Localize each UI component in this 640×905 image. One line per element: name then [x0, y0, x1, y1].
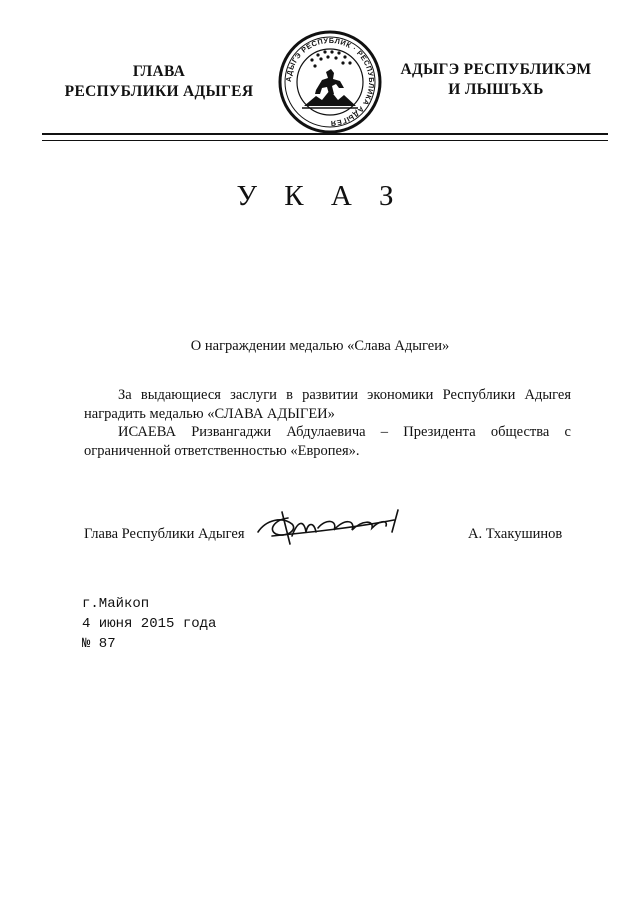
signatory-name: А. Тхакушинов [468, 526, 563, 542]
document-city: г.Майкоп [82, 596, 150, 612]
svg-text:АДЫГЭ РЕСПУБЛИК · РЕСПУБЛИКА А: АДЫГЭ РЕСПУБЛИК · РЕСПУБЛИКА АДЫГЕЯ [283, 35, 377, 129]
document-title: У К А З [236, 180, 404, 212]
header-right-line2: И ЛЫШЪХЬ [448, 81, 544, 98]
header-left-line1: ГЛАВА [132, 63, 186, 80]
header-right [390, 60, 602, 100]
document-body [84, 386, 571, 460]
document-subject: О награждении медалью «Слава Адыгеи» [190, 338, 450, 354]
header-left [40, 62, 278, 102]
signatory-position: Глава Республики Адыгея [84, 526, 245, 542]
body-paragraph-2: ИСАЕВА Ризвангаджи Абдулаевича – Президента общества с ограниченной ответственностью «Европея». [84, 424, 571, 459]
header-rule-thin [42, 140, 608, 141]
header-left-line2: РЕСПУБЛИКИ АДЫГЕЯ [64, 83, 254, 100]
document-number: № 87 [82, 636, 116, 652]
document-date: 4 июня 2015 года [82, 616, 217, 632]
header-right-line1: АДЫГЭ РЕСПУБЛИКЭМ [400, 61, 592, 78]
body-paragraph-1: За выдающиеся заслуги в развитии экономики Республики Адыгея наградить медалью «СЛАВА АДЫГЕИ» [84, 387, 571, 422]
document-meta [82, 594, 216, 654]
handwritten-signature-icon [252, 502, 412, 552]
header-rule-thick [42, 133, 608, 135]
adygea-coat-of-arms-icon [276, 28, 384, 136]
